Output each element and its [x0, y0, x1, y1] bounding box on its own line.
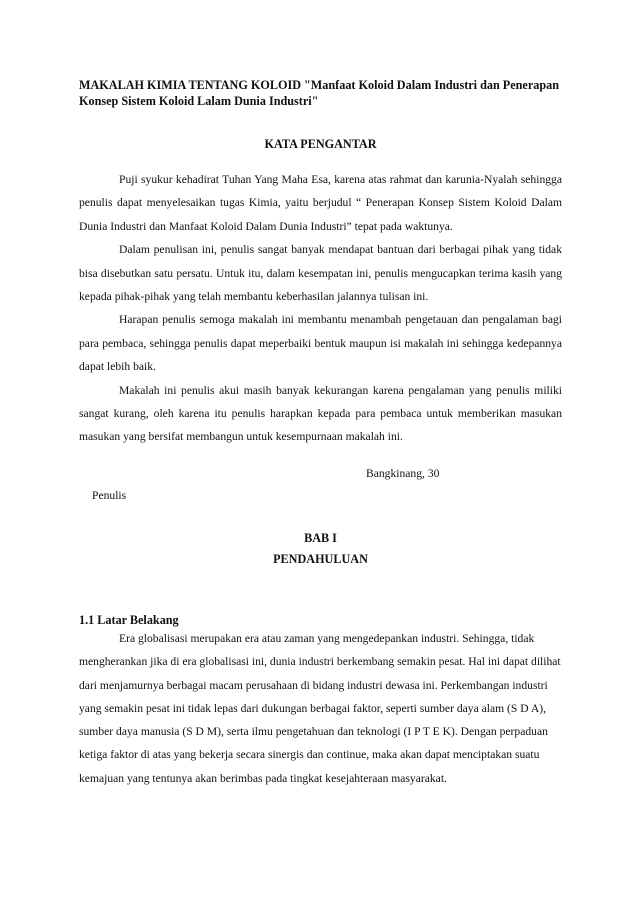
author-signature: Penulis — [92, 489, 127, 502]
foreword-paragraph: Makalah ini penulis akui masih banyak kekurangan karena pengalaman yang penulis miliki sangat kurang, oleh karena itu penulis harapkan kepada para pembaca untuk memberikan masukan masukan yang bersifat membangun untuk kesempurnaan makalah ini. — [79, 383, 562, 444]
document-title: MAKALAH KIMIA TENTANG KOLOID "Manfaat Koloid Dalam Industri dan Penerapan Konsep Sistem Koloid Lalam Dunia Industri" — [79, 78, 559, 108]
section-body — [79, 627, 562, 790]
chapter-title: PENDAHULUAN — [273, 552, 368, 566]
foreword-paragraph: Puji syukur kehadirat Tuhan Yang Maha Esa, karena atas rahmat dan karunia-Nyalah sehingga penulis dapat menyelesaikan tugas Kimia, yaitu berjudul “ Penerapan Konsep Sistem Koloid Dalam Dunia Industri dan Manfaat Koloid Dalam Dunia Industri” tepat pada waktunya. — [79, 173, 562, 233]
foreword-paragraph: Dalam penulisan ini, penulis sangat banyak mendapat bantuan dari berbagai pihak yang tidak bisa disebutkan satu persatu. Untuk itu, dalam kesempatan ini, penulis mengucapkan terima kasih yang kepada pihak-pihak yang telah membantu keberhasilan jalannya tulisan ini. — [79, 243, 562, 304]
section-paragraph: Era globalisasi merupakan era atau zaman yang mengedepankan industri. Sehingga, tidak mengherankan jika di era globalisasi ini, dunia industri berkembang semakin pesat. Hal ini dapat dilihat dari menjamurnya berbagai macam perusahaan di bidang industri dewasa ini. Perkembangan industri yang semakin pesat ini tidak lepas dari dukungan berbagai faktor, seperti sumber daya alam (S D A), sumber daya manusia (S D M), serta ilmu pengetahuan dan teknologi (I P T E K). Dengan perpaduan ketiga faktor di atas yang bekerja secara sinergis dan continue, maka akan dapat menciptakan suatu kemajuan yang tentunya akan berimbas pada tingkat kesejahteraan masyarakat. — [79, 632, 561, 785]
section-heading: 1.1 Latar Belakang — [79, 613, 179, 627]
foreword-body — [79, 168, 562, 449]
place-date: Bangkinang, 30 — [366, 467, 440, 480]
foreword-heading: KATA PENGANTAR — [264, 137, 377, 151]
chapter-number: BAB I — [304, 531, 337, 545]
foreword-paragraph: Harapan penulis semoga makalah ini membantu menambah pengetauan dan pengalaman bagi para pembaca, sehingga penulis dapat meperbaiki bentuk maupun isi makalah ini sehingga kedepannya dapat lebih baik. — [79, 313, 562, 374]
